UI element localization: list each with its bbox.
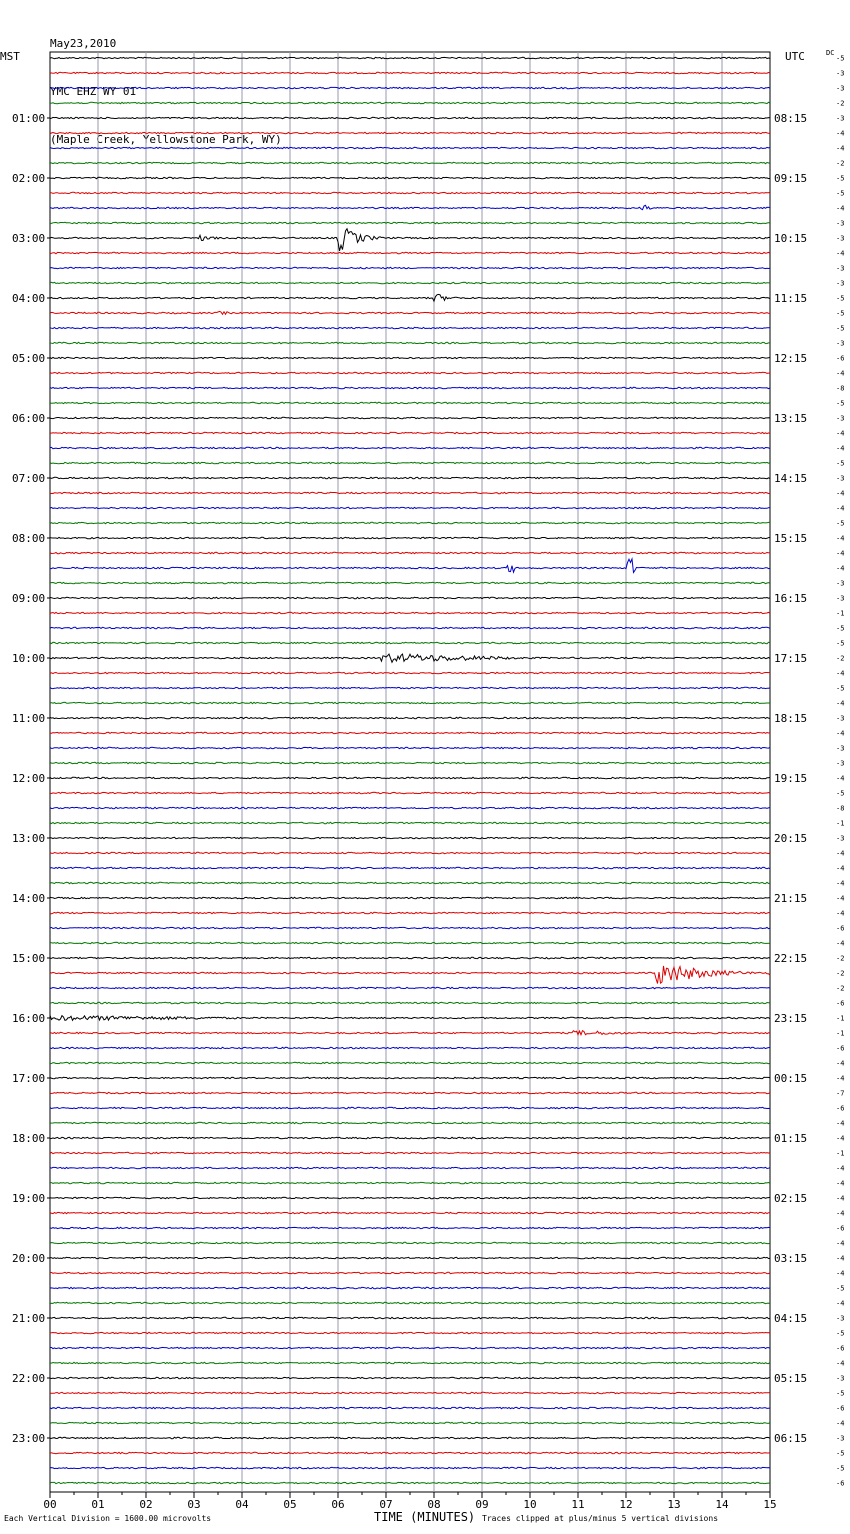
trace-line	[50, 1347, 770, 1348]
trace-scale-label: -5	[836, 459, 845, 468]
mst-hour-label: 05:00	[12, 352, 46, 365]
mst-hour-label: 15:00	[12, 952, 46, 965]
trace-line	[50, 1077, 770, 1078]
trace-scale-label: -3	[836, 114, 845, 123]
x-tick-label: 15	[763, 1498, 777, 1511]
trace-scale-label: -4	[836, 774, 845, 783]
utc-hour-label: 22:15	[774, 952, 808, 965]
x-tick-label: 03	[187, 1498, 201, 1511]
mst-hour-label: 02:00	[12, 172, 46, 185]
trace-scale-label: -4	[836, 909, 845, 918]
trace-line	[50, 492, 770, 493]
utc-hour-label: 04:15	[774, 1312, 808, 1325]
utc-hour-label: 08:15	[774, 112, 808, 125]
trace-line	[50, 387, 770, 388]
trace-scale-label: -6	[836, 924, 845, 933]
trace-scale-label: -4	[836, 429, 845, 438]
trace-line	[50, 912, 770, 913]
trace-line	[50, 192, 770, 193]
trace-scale-label: -4	[836, 504, 845, 513]
trace-scale-label: -4	[836, 144, 845, 153]
trace-line	[50, 597, 770, 598]
utc-hour-label: 02:15	[774, 1192, 808, 1205]
trace-scale-label: -5	[836, 1464, 845, 1473]
trace-line	[50, 417, 770, 418]
trace-scale-label: -1	[836, 1029, 845, 1038]
trace-scale-label: -4	[836, 1269, 845, 1278]
trace-line	[50, 1407, 770, 1408]
trace-scale-label: -6	[836, 1104, 845, 1113]
trace-line	[50, 311, 770, 314]
utc-hour-label: 20:15	[774, 832, 808, 845]
utc-hour-label: 03:15	[774, 1252, 808, 1265]
trace-line	[50, 102, 770, 103]
utc-hour-label: 21:15	[774, 892, 808, 905]
utc-hour-label: 13:15	[774, 412, 808, 425]
trace-line	[50, 672, 770, 673]
trace-line	[50, 687, 770, 688]
trace-scale-label: -5	[836, 1329, 845, 1338]
utc-hour-label: 10:15	[774, 232, 808, 245]
trace-scale-label: -4	[836, 204, 845, 213]
trace-scale-label: -3	[836, 219, 845, 228]
trace-scale-label: -4	[836, 1119, 845, 1128]
trace-scale-label: -5	[836, 519, 845, 528]
mst-hour-label: 11:00	[12, 712, 46, 725]
trace-scale-label: -4	[836, 549, 845, 558]
trace-scale-label: -5	[836, 684, 845, 693]
trace-scale-label: -1	[836, 819, 845, 828]
x-tick-label: 13	[667, 1498, 681, 1511]
trace-line	[50, 87, 770, 89]
dc-label: DC	[826, 49, 835, 57]
trace-line	[50, 267, 770, 268]
trace-scale-label: -5	[836, 1389, 845, 1398]
trace-scale-label: -3	[836, 1314, 845, 1323]
trace-scale-label: -3	[836, 759, 845, 768]
mst-hour-label: 17:00	[12, 1072, 46, 1085]
trace-scale-label: -3	[836, 69, 845, 78]
trace-line	[50, 1212, 770, 1213]
trace-scale-label: -3	[836, 714, 845, 723]
trace-line	[50, 57, 770, 58]
trace-line	[50, 402, 770, 403]
trace-scale-label: -1	[836, 609, 845, 618]
trace-scale-label: -5	[836, 399, 845, 408]
trace-line	[50, 252, 770, 253]
x-tick-label: 07	[379, 1498, 393, 1511]
trace-line	[50, 654, 770, 662]
trace-scale-label: -4	[836, 729, 845, 738]
trace-line	[50, 72, 770, 73]
trace-line	[50, 477, 770, 478]
trace-line	[50, 1437, 770, 1438]
trace-scale-label: -4	[836, 1134, 845, 1143]
mst-hour-label: 03:00	[12, 232, 46, 245]
trace-line	[50, 762, 770, 763]
mst-hour-label: 08:00	[12, 532, 46, 545]
trace-scale-label: -2	[836, 984, 845, 993]
trace-scale-label: -3	[836, 264, 845, 273]
utc-hour-label: 14:15	[774, 472, 808, 485]
trace-line	[50, 462, 770, 463]
trace-scale-label: -4	[836, 699, 845, 708]
trace-scale-label: -4	[836, 1179, 845, 1188]
trace-scale-label: -5	[836, 624, 845, 633]
trace-scale-label: -4	[836, 1059, 845, 1068]
trace-scale-label: -4	[836, 534, 845, 543]
utc-hour-label: 01:15	[774, 1132, 808, 1145]
trace-line	[50, 1031, 770, 1035]
x-tick-label: 09	[475, 1498, 489, 1511]
trace-scale-label: -2	[836, 969, 845, 978]
trace-scale-label: -5	[836, 1449, 845, 1458]
trace-scale-label: -4	[836, 129, 845, 138]
utc-hour-label: 19:15	[774, 772, 808, 785]
trace-line	[50, 229, 770, 251]
x-tick-label: 10	[523, 1498, 537, 1511]
trace-scale-label: -4	[836, 1239, 845, 1248]
mst-hour-label: 21:00	[12, 1312, 46, 1325]
trace-line	[50, 432, 770, 433]
trace-line	[50, 1227, 770, 1228]
x-tick-label: 00	[43, 1498, 57, 1511]
x-tick-label: 01	[91, 1498, 105, 1511]
trace-line	[50, 1362, 770, 1363]
trace-line	[50, 282, 770, 283]
trace-scale-label: -6	[836, 1044, 845, 1053]
utc-hour-label: 09:15	[774, 172, 808, 185]
trace-line	[50, 966, 770, 984]
utc-axis-title: UTC	[785, 50, 805, 63]
trace-scale-label: -5	[836, 324, 845, 333]
trace-scale-label: -8	[836, 384, 845, 393]
trace-scale-label: -3	[836, 474, 845, 483]
trace-line	[50, 147, 770, 148]
mst-hour-label: 13:00	[12, 832, 46, 845]
trace-scale-label: -4	[836, 369, 845, 378]
trace-line	[50, 792, 770, 793]
trace-scale-label: -4	[836, 669, 845, 678]
trace-scale-label: -2	[836, 654, 845, 663]
trace-scale-label: -3	[836, 414, 845, 423]
utc-hour-label: 15:15	[774, 532, 808, 545]
utc-hour-label: 12:15	[774, 352, 808, 365]
trace-line	[50, 807, 770, 808]
utc-hour-label: 18:15	[774, 712, 808, 725]
mst-hour-label: 12:00	[12, 772, 46, 785]
trace-scale-label: -5	[836, 189, 845, 198]
trace-scale-label: -3	[836, 1374, 845, 1383]
trace-scale-label: -4	[836, 939, 845, 948]
x-tick-label: 08	[427, 1498, 441, 1511]
station-label: YMC EHZ WY 01	[50, 85, 137, 98]
trace-line	[50, 552, 770, 553]
mst-hour-label: 19:00	[12, 1192, 46, 1205]
trace-scale-label: -4	[836, 1194, 845, 1203]
mst-hour-label: 16:00	[12, 1012, 46, 1025]
trace-line	[50, 852, 770, 853]
trace-scale-label: -5	[836, 309, 845, 318]
trace-line	[50, 342, 770, 343]
trace-line	[50, 559, 770, 573]
mst-hour-label: 06:00	[12, 412, 46, 425]
trace-line	[50, 732, 770, 733]
trace-line	[50, 1257, 770, 1258]
trace-scale-label: -6	[836, 1344, 845, 1353]
trace-line	[50, 177, 770, 178]
trace-scale-label: -5	[836, 54, 845, 63]
trace-scale-label: -7	[836, 1089, 845, 1098]
trace-scale-label: -3	[836, 1434, 845, 1443]
trace-scale-label: -6	[836, 999, 845, 1008]
trace-line	[50, 627, 770, 628]
trace-line	[50, 1482, 770, 1483]
mst-hour-label: 23:00	[12, 1432, 46, 1445]
x-tick-label: 02	[139, 1498, 153, 1511]
trace-line	[50, 987, 770, 988]
trace-scale-label: -3	[836, 594, 845, 603]
trace-line	[50, 1422, 770, 1423]
x-tick-label: 06	[331, 1498, 345, 1511]
trace-line	[50, 1122, 770, 1123]
trace-line	[50, 1167, 770, 1168]
trace-scale-label: -5	[836, 789, 845, 798]
mst-hour-label: 10:00	[12, 652, 46, 665]
x-tick-label: 14	[715, 1498, 729, 1511]
trace-line	[50, 942, 770, 943]
trace-scale-label: -4	[836, 1164, 845, 1173]
trace-line	[50, 702, 770, 703]
utc-hour-label: 17:15	[774, 652, 808, 665]
trace-line	[50, 522, 770, 523]
trace-scale-label: -1	[836, 1014, 845, 1023]
trace-line	[50, 447, 770, 448]
trace-scale-label: -2	[836, 954, 845, 963]
trace-line	[50, 717, 770, 718]
trace-line	[50, 882, 770, 883]
trace-line	[50, 1272, 770, 1273]
trace-scale-label: -4	[836, 1074, 845, 1083]
utc-hour-label: 05:15	[774, 1372, 808, 1385]
trace-line	[50, 927, 770, 928]
x-tick-label: 12	[619, 1498, 633, 1511]
trace-line	[50, 1302, 770, 1303]
trace-line	[50, 327, 770, 328]
trace-scale-label: -3	[836, 579, 845, 588]
trace-line	[50, 1182, 770, 1183]
trace-line	[50, 1392, 770, 1393]
trace-scale-label: -4	[836, 489, 845, 498]
trace-line	[50, 1092, 770, 1093]
trace-scale-label: -3	[836, 234, 845, 243]
trace-line	[50, 612, 770, 613]
trace-line	[50, 507, 770, 508]
trace-line	[50, 777, 770, 778]
trace-scale-label: -6	[836, 1479, 845, 1488]
trace-line	[50, 1377, 770, 1378]
trace-line	[50, 1152, 770, 1153]
trace-line	[50, 222, 770, 223]
clip-note: Traces clipped at plus/minus 5 vertical divisions	[482, 1514, 719, 1523]
trace-line	[50, 1002, 770, 1003]
trace-scale-label: -4	[836, 1359, 845, 1368]
trace-scale-label: -3	[836, 834, 845, 843]
trace-line	[50, 205, 770, 209]
trace-scale-label: -5	[836, 174, 845, 183]
trace-line	[50, 1467, 770, 1468]
date-label: May23,2010	[50, 37, 117, 50]
trace-scale-label: -3	[836, 744, 845, 753]
trace-line	[50, 582, 770, 583]
mst-hour-label: 14:00	[12, 892, 46, 905]
trace-line	[50, 1452, 770, 1453]
trace-scale-label: -3	[836, 279, 845, 288]
utc-hour-label: 23:15	[774, 1012, 808, 1025]
trace-line	[50, 897, 770, 898]
x-axis-title: TIME (MINUTES)	[374, 1510, 476, 1524]
trace-line	[50, 747, 770, 748]
trace-line	[50, 117, 770, 118]
mst-hour-label: 04:00	[12, 292, 46, 305]
mst-hour-label: 22:00	[12, 1372, 46, 1385]
trace-line	[50, 822, 770, 823]
x-tick-label: 05	[283, 1498, 297, 1511]
trace-scale-label: -4	[836, 894, 845, 903]
x-tick-label: 11	[571, 1498, 585, 1511]
scale-note: Each Vertical Division = 1600.00 microvolts	[4, 1514, 212, 1523]
trace-scale-label: -4	[836, 1419, 845, 1428]
trace-scale-label: -4	[836, 249, 845, 258]
mst-hour-label: 18:00	[12, 1132, 46, 1145]
trace-line	[50, 132, 770, 133]
trace-scale-label: -4	[836, 849, 845, 858]
trace-line	[50, 1242, 770, 1243]
trace-line	[50, 1197, 770, 1198]
trace-scale-label: -4	[836, 1299, 845, 1308]
mst-hour-label: 01:00	[12, 112, 46, 125]
utc-hour-label: 06:15	[774, 1432, 808, 1445]
trace-line	[50, 162, 770, 163]
mst-hour-label: 20:00	[12, 1252, 46, 1265]
trace-scale-label: -3	[836, 339, 845, 348]
trace-scale-label: -6	[836, 354, 845, 363]
trace-line	[50, 294, 770, 301]
trace-scale-label: -2	[836, 99, 845, 108]
mst-axis-title: MST	[0, 50, 20, 63]
utc-hour-label: 11:15	[774, 292, 808, 305]
utc-hour-label: 00:15	[774, 1072, 808, 1085]
trace-scale-label: -4	[836, 1209, 845, 1218]
trace-scale-label: -1	[836, 1149, 845, 1158]
x-tick-label: 04	[235, 1498, 249, 1511]
utc-hour-label: 16:15	[774, 592, 808, 605]
trace-line	[50, 1062, 770, 1063]
trace-line	[50, 1332, 770, 1333]
trace-scale-label: -6	[836, 1224, 845, 1233]
trace-line	[50, 1107, 770, 1108]
trace-scale-label: -4	[836, 564, 845, 573]
location-label: (Maple Creek, Yellowstone Park, WY)	[50, 133, 282, 146]
trace-scale-label: -2	[836, 159, 845, 168]
trace-scale-label: -8	[836, 804, 845, 813]
trace-scale-label: -5	[836, 639, 845, 648]
trace-scale-label: -4	[836, 444, 845, 453]
mst-hour-label: 09:00	[12, 592, 46, 605]
trace-scale-label: -5	[836, 1284, 845, 1293]
trace-line	[50, 957, 770, 958]
trace-scale-label: -4	[836, 864, 845, 873]
trace-scale-label: -3	[836, 84, 845, 93]
mst-hour-label: 07:00	[12, 472, 46, 485]
trace-line	[50, 1015, 770, 1020]
trace-line	[50, 642, 770, 643]
trace-line	[50, 1047, 770, 1048]
trace-line	[50, 357, 770, 358]
trace-scale-label: -5	[836, 294, 845, 303]
trace-scale-label: -4	[836, 879, 845, 888]
trace-line	[50, 1287, 770, 1288]
trace-line	[50, 537, 770, 538]
trace-line	[50, 837, 770, 838]
trace-line	[50, 867, 770, 868]
trace-line	[50, 372, 770, 373]
trace-line	[50, 1137, 770, 1138]
trace-scale-label: -6	[836, 1404, 845, 1413]
trace-scale-label: -4	[836, 1254, 845, 1263]
trace-line	[50, 1317, 770, 1318]
